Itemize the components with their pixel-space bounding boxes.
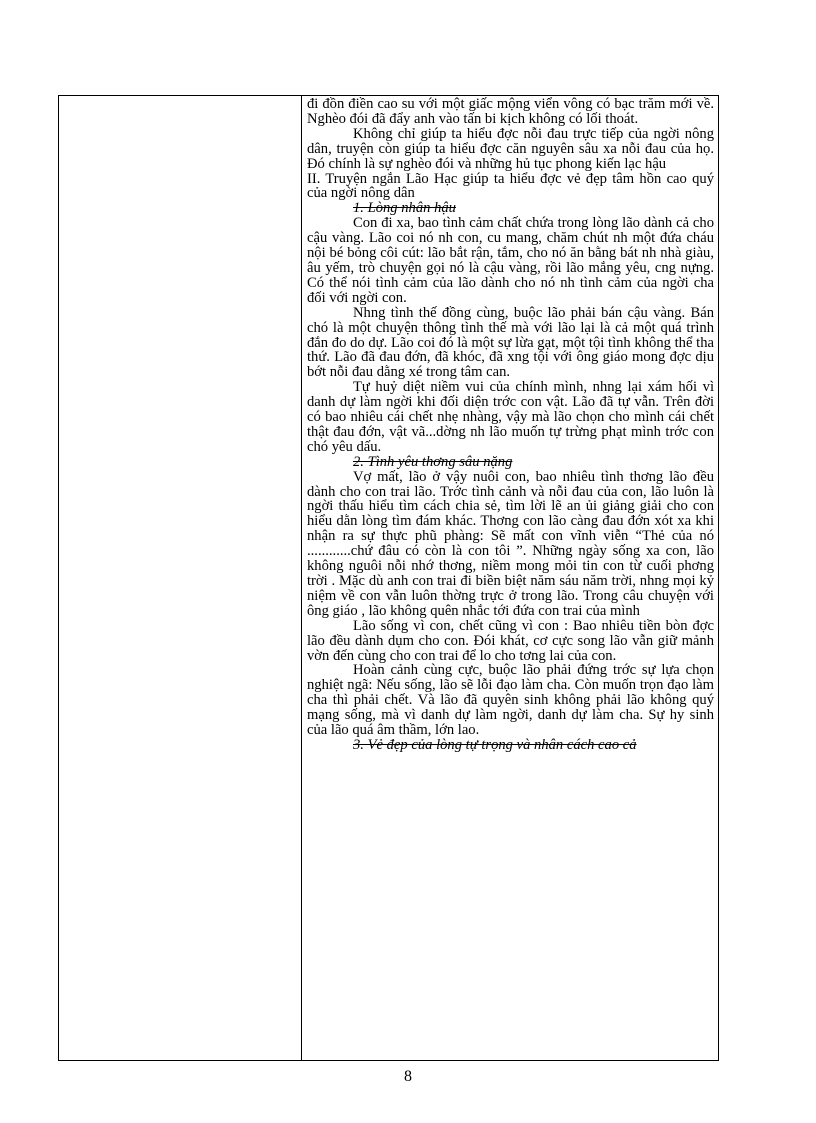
right-column	[302, 96, 718, 1060]
paragraph: Lão sống vì con, chết cũng vì con : Bao nhiêu tiền bòn đợc lão đều dành dụm cho con. Đói khát, cơ cực song lão vẫn giữ mảnh vờn đến cùng cho con trai để lo cho tơng lai của con.	[307, 617, 714, 664]
paragraph: Nhng tình thế đồng cùng, buộc lão phải bán cậu vàng. Bán chó là một chuyện thông tình thế mà với lão lại là cả một quá trình đắn đo do dự. Lão coi đó là một sự lừa gạt, một tội tình không thể tha thứ. Lão đã đau đớn, đã khóc, đã xng tội với ông giáo mong đợc dịu bớt nỗi đau dằng xé trong tâm can.	[307, 304, 714, 381]
paragraph: II. Truyện ngắn Lão Hạc giúp ta hiểu đợc vẻ đẹp tâm hồn cao quý của ngời nông dân	[307, 170, 714, 202]
section-heading: 2. Tình yêu thơng sâu nặng	[353, 453, 513, 470]
content-table	[58, 95, 719, 1061]
section-heading: 1. Lòng nhân hậu	[353, 200, 456, 217]
paragraph: Vợ mất, lão ở vậy nuôi con, bao nhiêu tình thơng lão đều dành cho con trai lão. Trớc tình cảnh và nỗi đau của con, lão luôn là ngời thấu hiểu tìm cách chia sẻ, tìm lời lẽ an ủi giảng giải cho con hiểu dằn lòng tìm đám khác. Thơng con lão càng đau đớn xót xa khi nhận ra sự thực phũ phàng: Sẽ mất con vĩnh viễn “Thẻ của nó ............chứ đâu có còn là con tôi ”. Những ngày sống xa con, lão không nguôi nỗi nhớ thơng, niềm mong mỏi tin con từ cuối phơng trời . Mặc dù anh con trai đi biền biệt năm sáu năm trời, nhng mọi kỷ niệm về con vẫn luôn thờng trực ở trong lão. Trong câu chuyện với ông giáo , lão không quên nhắc tới đứa con trai của mình	[307, 468, 714, 619]
section-heading: 3. Vẻ đẹp của lòng tự trọng và nhân cách cao cả	[353, 736, 637, 753]
left-column	[59, 96, 302, 1060]
paragraph: đi đồn điền cao su với một giấc mộng viển vông có bạc trăm mới về. Nghèo đói đã đẩy anh vào tấn bi kịch không có lối thoát.	[307, 96, 714, 127]
paragraph: Không chỉ giúp ta hiểu đợc nỗi đau trực tiếp của ngời nông dân, truyện còn giúp ta hiểu đợc căn nguyên sâu xa nỗi đau của họ. Đó chính là sự nghèo đói và những hủ tục phong kiến lạc hậu	[307, 125, 714, 172]
paragraph: Tự huỷ diệt niềm vui của chính mình, nhng lại xám hối vì danh dự làm ngời khi đối diện trớc con vật. Lão đã tự vẫn. Trên đời có bao nhiêu cái chết nhẹ nhàng, vậy mà lão chọn cho mình cái chết thật đau đớn, vật vã...dờng nh lão muốn tự trừng phạt mình trớc con chó yêu dấu.	[307, 379, 714, 455]
paragraph: Hoàn cảnh cùng cực, buộc lão phải đứng trớc sự lựa chọn nghiệt ngã: Nếu sống, lão sẽ lỗi đạo làm cha. Còn muốn trọn đạo làm cha thì phải chết. Và lão đã quyên sinh không phải lão không quý mạng sống, mà vì danh dự làm ngời, danh dự làm cha. Sự hy sinh của lão quá âm thầm, lớn lao.	[307, 662, 714, 739]
paragraph: Con đi xa, bao tình cảm chất chứa trong lòng lão dành cả cho cậu vàng. Lão coi nó nh con, cu mang, chăm chút nh một đứa cháu nội bé bỏng côi cút: lão bắt rận, tắm, cho nó ăn bằng bát nh nhà giàu, âu yếm, trò chuyện gọi nó là cậu vàng, rồi lão mắng yêu, cng nựng. Có thể nói tình cảm của lão dành cho nó nh tình cảm của ngời cha đối với ngời con.	[307, 215, 714, 306]
page-number: 8	[404, 1068, 412, 1085]
